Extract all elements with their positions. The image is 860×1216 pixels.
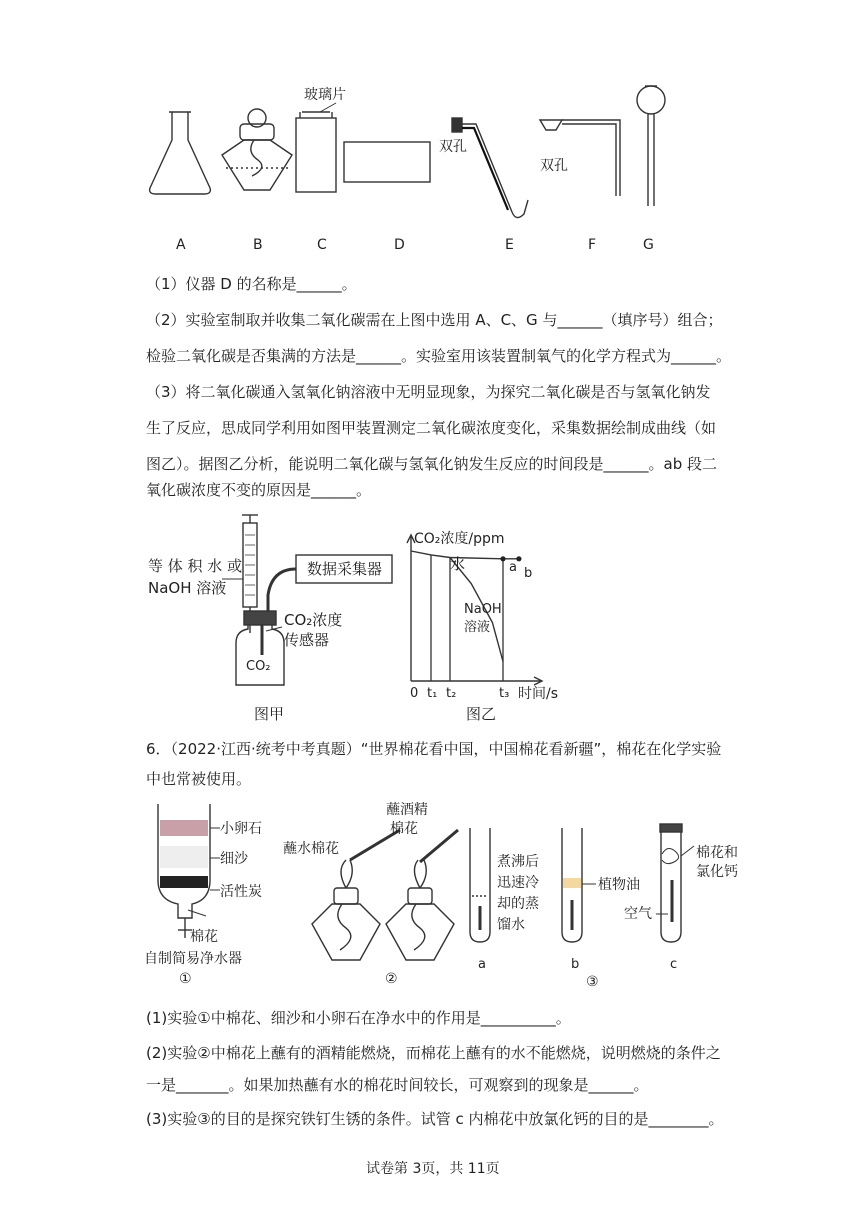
alcohol-label-1: 蘸酒精 [386, 802, 428, 818]
t3-label: t₃ [499, 686, 510, 701]
point-a-label: a [509, 560, 517, 575]
alcohol-lamp-2-icon [386, 860, 454, 960]
naoh-label-2: 溶液 [464, 620, 491, 635]
alcohol-lamp-b-icon [222, 109, 292, 190]
boiled-label-2: 迅速冷 [497, 875, 539, 891]
label-e: E [505, 237, 514, 253]
glass-sheet-label: 玻璃片 [304, 87, 346, 103]
origin-label: 0 [410, 686, 419, 701]
label-c: C [317, 237, 327, 253]
q6-part1: (1)实验①中棉花、细沙和小卵石在净水中的作用是__________。 [146, 1009, 571, 1027]
trough-d-icon [344, 142, 430, 182]
purifier-label: 自制简易净水器 [144, 951, 242, 967]
carbon-label: 活性炭 [220, 884, 262, 900]
q6-part2-line2: 一是_______。如果加热蘸有水的棉花时间较长，可观察到的现象是______。 [146, 1076, 649, 1094]
test-tube-b-icon [562, 828, 582, 942]
q5-part2-line2: 检验二氧化碳是否集满的方法是______。实验室用该装置制氧气的化学方程式为______。 [146, 347, 732, 365]
pebble-label: 小卵石 [220, 821, 262, 837]
double-hole-e-label: 双孔 [439, 139, 467, 155]
q5-part3-line1: （3）将二氧化碳通入氢氧化钠溶液中无明显现象，为探究二氧化碳是否与氢氧化钠发 [146, 383, 711, 401]
num-1: ① [179, 971, 192, 987]
cotton-label: 棉花 [190, 929, 218, 945]
test-tube-c-icon [660, 824, 682, 942]
alcohol-lamp-1-icon [312, 860, 380, 960]
naoh-label-1: NaOH [464, 602, 502, 617]
t2-label: t₂ [446, 686, 457, 701]
label-a: A [176, 237, 186, 253]
boiled-label-4: 馏水 [497, 917, 525, 933]
water-label: 水 [450, 555, 466, 573]
label-b: B [253, 237, 263, 253]
apparatus-drawing [0, 0, 860, 260]
sand-label: 细沙 [220, 851, 248, 867]
q6-part2-line1: (2)实验②中棉花上蘸有的酒精能燃烧，而棉花上蘸有的水不能燃烧，说明燃烧的条件之 [146, 1044, 721, 1062]
double-hole-f-label: 双孔 [540, 158, 568, 174]
water-cotton-label: 蘸水棉花 [283, 841, 339, 857]
y-axis-label: CO₂浓度/ppm [414, 531, 505, 547]
boiled-label-3: 却的蒸 [497, 896, 539, 912]
boiled-label-1: 煮沸后 [497, 854, 539, 870]
num-2: ② [385, 971, 398, 987]
q5-part3-line3: 图乙）。据图乙分析，能说明二氧化碳与氢氧化钠发生反应的时间段是______。ab 段二 [146, 455, 717, 473]
point-b [516, 556, 521, 561]
cotton-cacl2-label-1: 棉花和 [696, 845, 738, 861]
left-label-1: 等 体 积 水 或 [148, 557, 243, 575]
tube-b-label: b [571, 957, 580, 972]
flask-a-icon [150, 112, 211, 194]
q5-part3-line4: 氧化碳浓度不变的原因是______。 [146, 481, 372, 499]
tube-c-label: c [670, 957, 678, 972]
q6-intro-line2: 中也常被使用。 [146, 770, 252, 788]
alcohol-label-2: 棉花 [390, 821, 418, 837]
purifier-icon [158, 804, 210, 938]
funnel-g-icon [637, 86, 665, 206]
q5-part1: （1）仪器 D 的名称是______。 [146, 275, 357, 293]
label-f: F [588, 237, 597, 253]
caption-yi: 图乙 [466, 705, 497, 723]
bottle-label: CO₂ [246, 659, 271, 674]
label-g: G [643, 237, 654, 253]
point-b-label: b [524, 566, 533, 581]
x-axis-label: 时间/s [518, 686, 559, 702]
q5-part3-line2: 生了反应，思成同学利用如图甲装置测定二氧化碳浓度变化，采集数据绘制成曲线（如 [146, 419, 717, 437]
num-3: ③ [586, 974, 599, 990]
left-label-2: NaOH 溶液 [148, 579, 227, 597]
stopper-tube-e-icon [452, 118, 528, 218]
sensor-label-1: CO₂浓度 [284, 611, 343, 629]
page-footer: 试卷第 3页，共 11页 [366, 1161, 500, 1177]
sensor-label-2: 传感器 [284, 631, 330, 649]
test-tube-a-icon [470, 828, 490, 942]
collector-label: 数据采集器 [307, 560, 383, 578]
air-label: 空气 [624, 906, 652, 922]
tube-a-label: a [478, 957, 486, 972]
cotton-cacl2-label-2: 氯化钙 [696, 864, 738, 880]
gas-jar-c-icon [296, 103, 336, 192]
figure-6 [0, 800, 860, 1000]
point-a [500, 556, 505, 561]
figure-yi-chart [0, 505, 860, 725]
q5-part2-line1: （2）实验室制取并收集二氧化碳需在上图中选用 A、C、G 与______（填序号）组合； [146, 311, 723, 329]
caption-jia: 图甲 [254, 705, 285, 723]
q6-part3: (3)实验③的目的是探究铁钉生锈的条件。试管 c 内棉花中放氯化钙的目的是________。 [146, 1110, 724, 1128]
label-d: D [394, 237, 405, 253]
q6-intro-line1: 6．（2022·江西·统考中考真题）“世界棉花看中国，中国棉花看新疆”，棉花在化学实验 [146, 740, 722, 758]
oil-label: 植物油 [598, 877, 640, 893]
t1-label: t₁ [427, 686, 438, 701]
